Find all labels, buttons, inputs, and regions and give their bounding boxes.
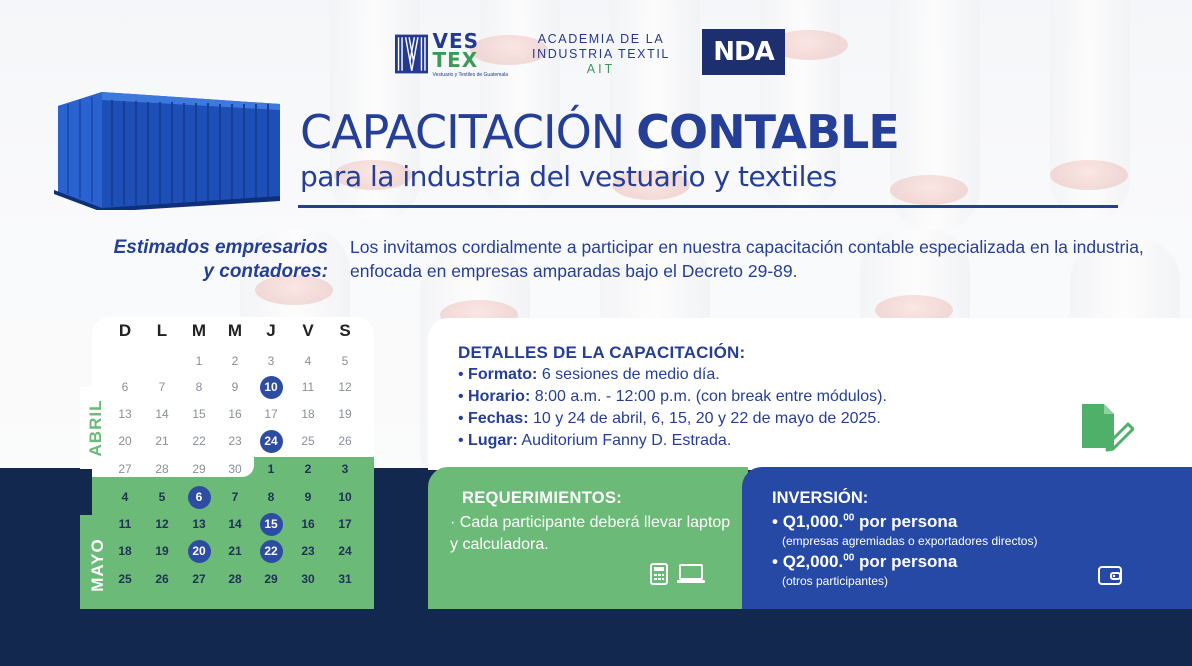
april-day: 30 [228, 462, 242, 476]
weekday-header: J [266, 321, 276, 340]
requirements-card [428, 467, 748, 609]
april-day: 27 [118, 462, 132, 476]
detail-dates: • Fechas: 10 y 24 de abril, 6, 15, 20 y 22 de mayo de 2025. [458, 410, 881, 427]
may-day: 5 [158, 490, 166, 504]
may-day: 30 [301, 572, 315, 586]
april-day: 23 [228, 434, 242, 448]
april-day: 5 [341, 354, 349, 368]
title-bold: CONTABLE [636, 105, 899, 159]
greeting-line-2: y contadores: [203, 261, 328, 282]
detail-value: 6 sesiones de medio día. [541, 366, 720, 383]
greeting-line-1: Estimados empresarios [113, 237, 328, 258]
detail-label: Lugar: [468, 432, 518, 449]
month-label-may: MAYO [88, 538, 107, 592]
wallet-icon [1098, 564, 1122, 586]
may-day: 17 [338, 517, 352, 531]
detail-value: 10 y 24 de abril, 6, 15, 20 y 22 de mayo de 2025. [532, 410, 881, 427]
weekday-header: V [302, 321, 314, 340]
may-day: 23 [301, 544, 315, 558]
april-day: 18 [301, 407, 315, 421]
intro-text: Los invitamos cordialmente a participar en nuestra capacitación contable especializada en la industria, enfocada en empresas amparadas bajo el Decreto 29-89. [350, 237, 1144, 281]
april-day: 10 [253, 375, 289, 399]
april-day: 19 [338, 407, 352, 421]
weekday-header: S [339, 321, 351, 340]
price-others-amount: Q2,000. [782, 552, 844, 571]
document-edit-icon [1078, 400, 1134, 452]
month-label-april: ABRIL [86, 399, 105, 457]
weekday-header: L [156, 321, 168, 340]
ait-line-3: AIT [586, 62, 616, 76]
may-day: 27 [192, 572, 206, 586]
requirements-text: · Cada participante deberá llevar laptop y calculadora. [450, 514, 731, 553]
laptop-icon [676, 563, 706, 585]
april-day: 24 [253, 429, 289, 453]
may-day: 25 [118, 572, 132, 586]
may-day: 28 [228, 572, 242, 586]
april-day: 12 [338, 380, 352, 394]
april-day: 20 [118, 434, 132, 448]
may-day: 8 [267, 490, 275, 504]
nda-logo: NDA [702, 29, 785, 75]
april-day: 16 [228, 407, 242, 421]
may-day: 22 [253, 539, 289, 563]
may-day: 13 [192, 517, 206, 531]
page-title [300, 100, 899, 164]
ait-line-2: INDUSTRIA TEXTIL [532, 47, 670, 61]
weekday-header: M [227, 321, 243, 340]
april-day: 1 [195, 354, 203, 368]
april-day: 14 [155, 407, 169, 421]
details-card [428, 318, 1192, 470]
may-day: 14 [228, 517, 242, 531]
detail-label: Formato: [468, 366, 538, 383]
ait-logo [525, 32, 677, 76]
detail-label: Horario: [468, 388, 531, 405]
april-day: 9 [231, 380, 239, 394]
vestex-tagline: Vestuario y Textiles de Guatemala [432, 72, 508, 78]
april-day: 22 [192, 434, 206, 448]
april-day: 3 [267, 354, 275, 368]
vestex-word-tex: TEX [432, 48, 479, 72]
may-day: 19 [155, 544, 169, 558]
may-day: 20 [181, 539, 217, 563]
calculator-icon [650, 563, 668, 585]
april-day: 21 [155, 434, 169, 448]
april-day: 26 [338, 434, 352, 448]
vestex-word-ves: VES [432, 29, 480, 53]
april-day: 29 [192, 462, 206, 476]
detail-place: • Lugar: Auditorium Fanny D. Estrada. [458, 432, 732, 449]
price-others-suffix: por persona [854, 552, 958, 571]
detail-schedule: • Horario: 8:00 a.m. - 12:00 p.m. (con break entre módulos). [458, 388, 887, 405]
may-day: 21 [228, 544, 242, 558]
price-members-amount: Q1,000. [782, 512, 844, 531]
price-others-cents: 00 [843, 552, 855, 564]
may-day: 2 [304, 462, 312, 476]
april-day: 28 [155, 462, 169, 476]
april-day: 6 [121, 380, 129, 394]
title-light: CAPACITACIÓN [300, 105, 625, 159]
may-day: 16 [301, 517, 315, 531]
detail-label: Fechas: [468, 410, 529, 427]
may-day: 4 [121, 490, 129, 504]
may-day: 11 [118, 517, 132, 531]
page-subtitle: para la industria del vestuario y textiles [300, 160, 837, 193]
may-day: 6 [181, 485, 217, 509]
may-day: 18 [118, 544, 132, 558]
note-members: (empresas agremiadas o exportadores directos) [782, 534, 1038, 548]
greeting [40, 236, 328, 284]
requirements-text-body: Cada participante deberá llevar laptop y calculadora. [450, 514, 731, 553]
investment-heading: INVERSIÓN: [772, 489, 869, 507]
april-day: 15 [192, 407, 206, 421]
details-heading: DETALLES DE LA CAPACITACIÓN: [458, 343, 746, 362]
price-members: • Q1,000.00 por persona [772, 512, 958, 531]
april-day: 11 [301, 380, 315, 394]
investment-card [742, 467, 1192, 609]
calendar [86, 317, 374, 609]
vestex-logo [395, 29, 508, 78]
may-day: 10 [338, 490, 352, 504]
detail-value: 8:00 a.m. - 12:00 p.m. (con break entre módulos). [534, 388, 887, 405]
note-others: (otros participantes) [782, 574, 889, 588]
april-day: 17 [264, 407, 278, 421]
price-members-suffix: por persona [854, 512, 958, 531]
may-day: 1 [267, 462, 275, 476]
vestex-mark-icon [395, 32, 428, 76]
may-day: 3 [341, 462, 349, 476]
may-day: 29 [264, 572, 278, 586]
april-day: 8 [195, 380, 203, 394]
price-members-cents: 00 [843, 512, 855, 524]
april-day: 13 [118, 407, 132, 421]
may-day: 7 [231, 490, 239, 504]
detail-format: • Formato: 6 sesiones de medio día. [458, 366, 720, 383]
weekday-header: M [191, 321, 207, 340]
may-day: 12 [155, 517, 169, 531]
may-day: 24 [338, 544, 352, 558]
april-day: 4 [304, 354, 312, 368]
title-divider [298, 205, 1118, 208]
price-others: • Q2,000.00 por persona [772, 552, 958, 571]
weekday-header: D [118, 321, 132, 340]
shipping-container-icon [40, 88, 286, 210]
may-day: 15 [253, 512, 289, 536]
may-day: 31 [338, 572, 352, 586]
detail-value: Auditorium Fanny D. Estrada. [521, 432, 732, 449]
april-day: 7 [158, 380, 166, 394]
may-day: 9 [304, 490, 312, 504]
requirements-heading: REQUERIMIENTOS: [462, 489, 623, 507]
april-day: 25 [301, 434, 315, 448]
ait-line-1: ACADEMIA DE LA [537, 32, 665, 46]
april-day: 2 [231, 354, 239, 368]
may-day: 26 [155, 572, 169, 586]
